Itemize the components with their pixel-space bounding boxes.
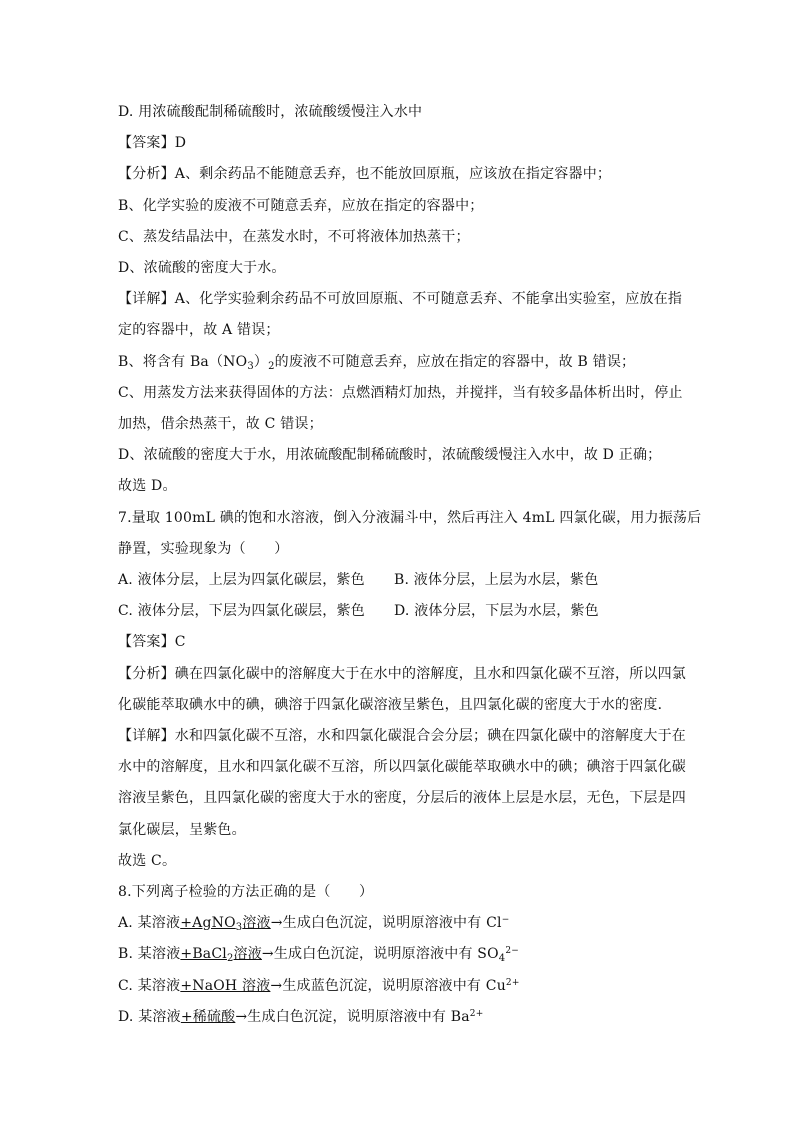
q7-options-row-2: [118, 601, 599, 621]
q7-analysis-line-1: 【分析】碘在四氯化碳中的溶解度大于在水中的溶解度，且水和四氯化碳不互溶，所以四氯: [118, 666, 686, 682]
q7-detail-line-3: 溶液呈紫色，且四氯化碳的密度大于水的密度，分层后的液体上层是水层，无色，下层是四: [118, 790, 686, 806]
q8-option-c: C. 某溶液+NaOH 溶液→生成蓝色沉淀，说明原溶液中有 $Cu^{2+}$: [118, 978, 520, 994]
q6-conclusion: 故选 D。: [118, 478, 177, 494]
q7-option-d: D. 液体分层，下层为水层，紫色: [394, 603, 599, 619]
q8-option-a: A. 某溶液+AgNO$_3$溶液→生成白色沉淀，说明原溶液中有 Cl−: [118, 915, 510, 933]
q7-detail-line-1: 【详解】水和四氯化碳不互溶，水和四氯化碳混合会分层；碘在四氯化碳中的溶解度大于在: [118, 728, 686, 744]
q6-detail-line-6: D、浓硫酸的密度大于水，用浓硫酸配制稀硫酸时，浓硫酸缓慢注入水中，故 D 正确；: [118, 447, 662, 463]
q6-detail-line-3: B、将含有 $Ba(NO_3)_2$的废液不可随意丢弃，应放在指定的容器中，故 B 错误；: [118, 354, 636, 372]
q7-conclusion: 故选 C。: [118, 853, 177, 869]
q8-option-b: B. 某溶液+BaCl$_2$溶液→生成白色沉淀，说明原溶液中有 $SO_4^{2-}$: [118, 946, 520, 964]
q7-analysis-line-2: 化碳能萃取碘水中的碘，碘溶于四氯化碳溶液呈紫色，且四氯化碳的密度大于水的密度．: [118, 697, 672, 713]
q6-detail-line-2: 定的容器中，故 A 错误；: [118, 322, 280, 338]
q8-option-d: D. 某溶液+稀硫酸→生成白色沉淀，说明原溶液中有 $Ba^{2+}$: [118, 1009, 484, 1025]
q6-answer: 【答案】D: [118, 135, 187, 151]
q7-option-a: A. 液体分层，上层为四氯化碳层，紫色: [118, 572, 365, 588]
q6-analysis-line-4: D、浓硫酸的密度大于水。: [118, 260, 286, 276]
q6-detail-line-5: 加热，借余热蒸干，故 C 错误；: [118, 416, 323, 432]
q6-analysis-line-1: 【分析】A、剩余药品不能随意丢弃，也不能放回原瓶，应该放在指定容器中；: [118, 166, 612, 182]
q6-analysis-line-2: B、化学实验的废液不可随意丢弃，应放在指定的容器中；: [118, 198, 484, 214]
q6-detail-line-1: 【详解】A、化学实验剩余药品不可放回原瓶、不可随意丢弃、不能拿出实验室，应放在指: [118, 291, 683, 307]
q7-stem-line-2: 静置，实验现象为（ ）: [118, 541, 289, 557]
q7-detail-line-4: 氯化碳层，呈紫色。: [118, 822, 246, 838]
q7-detail-line-2: 水中的溶解度，且水和四氯化碳不互溶，所以四氯化碳能萃取碘水中的碘；碘溶于四氯化碳: [118, 759, 686, 775]
q7-option-c: C. 液体分层，下层为四氯化碳层，紫色: [118, 603, 365, 619]
q6-option-d: D. 用浓硫酸配制稀硫酸时，浓硫酸缓慢注入水中: [118, 104, 423, 120]
q7-options-row-1: [118, 570, 599, 590]
q7-answer: 【答案】C: [118, 634, 186, 650]
q6-detail-line-4: C、用蒸发方法来获得固体的方法：点燃酒精灯加热，并搅拌，当有较多晶体析出时，停止: [118, 385, 683, 401]
q6-analysis-line-3: C、蒸发结晶法中，在蒸发水时，不可将液体加热蒸干；: [118, 229, 470, 245]
q7-stem-line-1: 7.量取 100mL 碘的饱和水溶液，倒入分液漏斗中，然后再注入 4mL 四氯化碳，用力振荡后: [118, 510, 702, 526]
q7-option-b: B. 液体分层，上层为水层，紫色: [394, 572, 599, 588]
q8-stem: 8.下列离子检验的方法正确的是（ ）: [118, 884, 374, 900]
